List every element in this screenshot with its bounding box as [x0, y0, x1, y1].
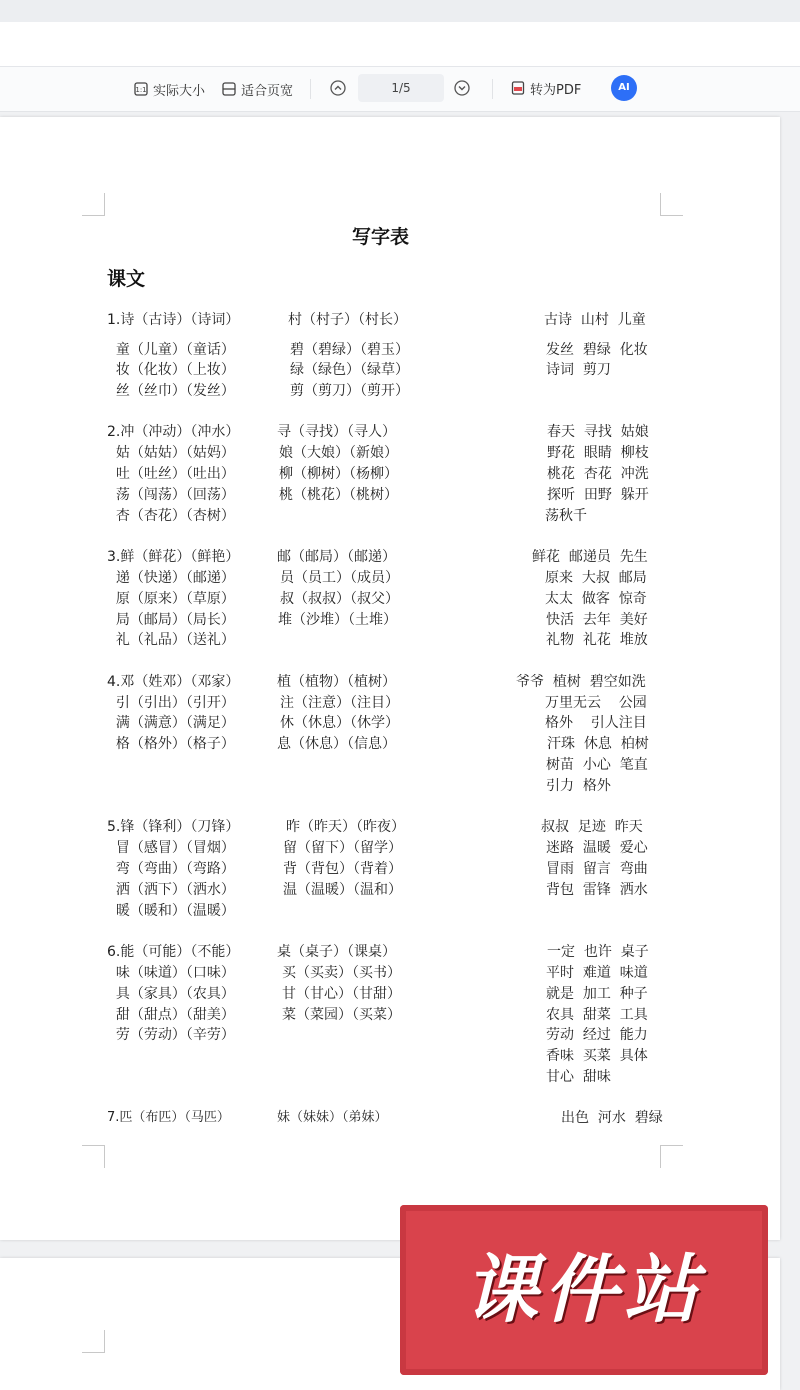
lesson-word-line: 礼物 礼花 堆放: [546, 632, 648, 648]
lesson-char-line: 洒（洒下）（洒水）: [107, 882, 235, 898]
crop-mark: [82, 193, 105, 216]
crop-mark: [660, 193, 683, 216]
lesson-word-line: 万里无云 公园: [545, 695, 647, 711]
lesson-char-line: 2.冲（冲动）（冲水）: [107, 424, 240, 440]
lesson-char-line: 买（买卖）（买书）: [282, 965, 401, 981]
lesson-word-line: 冒雨 留言 弯曲: [546, 861, 648, 877]
address-area: [0, 22, 800, 67]
lesson-word-line: 树苗 小心 笔直: [546, 757, 648, 773]
fit-width-button[interactable]: [222, 77, 293, 101]
lesson-char-line: 5.锋（锋利）（刀锋）: [107, 819, 240, 835]
lesson-char-line: 6.能（可能）（不能）: [107, 944, 240, 960]
lesson-char-line: 寻（寻找）（寻人）: [277, 424, 396, 440]
lesson-char-line: 村（村子）（村长）: [288, 312, 407, 328]
lesson-word-line: 就是 加工 种子: [546, 986, 648, 1002]
lesson-word-line: 太太 做客 惊奇: [545, 591, 647, 607]
lesson-word-line: 探听 田野 躲开: [547, 487, 649, 503]
pdf-icon: [511, 81, 525, 95]
window-top-strip: [0, 0, 800, 22]
lesson-char-line: 杏（杏花）（杏树）: [107, 508, 235, 524]
lesson-char-line: 妆（化妆）（上妆）: [107, 362, 235, 378]
lesson-char-line: 息（休息）（信息）: [277, 736, 396, 752]
lesson-word-line: 格外 引人注目: [545, 715, 647, 731]
lesson-char-line: 姑（姑姑）（姑妈）: [107, 445, 235, 461]
document-title: 写字表: [352, 226, 410, 248]
lesson-char-line: 童（儿童）（童话）: [107, 342, 235, 358]
lesson-char-line: 4.邓（姓邓）（邓家）: [107, 674, 240, 690]
lesson-char-line: 妹（妹妹）（弟妹）: [277, 1110, 388, 1125]
lesson-char-line: 原（原来）（草原）: [107, 591, 235, 607]
lesson-word-line: 原来 大叔 邮局: [545, 570, 647, 586]
lesson-word-line: 引力 格外: [546, 778, 611, 794]
crop-mark: [660, 1145, 683, 1168]
lesson-char-line: 甜（甜点）（甜美）: [107, 1007, 235, 1023]
prev-page-icon[interactable]: [330, 80, 346, 96]
watermark-stamp: [400, 1205, 768, 1375]
lesson-word-line: 鲜花 邮递员 先生: [532, 549, 648, 565]
lesson-char-line: 味（味道）（口味）: [107, 965, 235, 981]
fit-width-label: 适合页宽: [241, 83, 294, 99]
lesson-char-line: 绿（绿色）（绿草）: [290, 362, 409, 378]
lesson-word-line: 出色 河水 碧绿: [561, 1110, 663, 1126]
lesson-char-line: 吐（吐丝）（吐出）: [107, 466, 235, 482]
lesson-word-line: 甘心 甜味: [546, 1069, 611, 1085]
page-number-input[interactable]: 1/5: [358, 74, 444, 102]
lesson-word-line: 香味 买菜 具体: [546, 1048, 648, 1064]
lesson-char-line: 桃（桃花）（桃树）: [279, 487, 398, 503]
toolbar-divider: [492, 79, 493, 99]
lesson-word-line: 汗珠 休息 柏树: [547, 736, 649, 752]
lesson-char-line: 碧（碧绿）（碧玉）: [290, 342, 409, 358]
lesson-char-line: 桌（桌子）（课桌）: [277, 944, 396, 960]
convert-pdf-label: 转为PDF: [530, 82, 582, 98]
fit-width-icon: [222, 82, 236, 96]
lesson-char-line: 弯（弯曲）（弯路）: [107, 861, 235, 877]
lesson-char-line: 格（格外）（格子）: [107, 736, 235, 752]
lesson-char-line: 1.诗（古诗）（诗词）: [107, 312, 240, 328]
lesson-word-line: 农具 甜菜 工具: [546, 1007, 648, 1023]
lesson-word-line: 背包 雷锋 洒水: [546, 882, 648, 898]
ai-assistant-button[interactable]: AI: [611, 75, 637, 101]
lesson-word-line: 平时 难道 味道: [546, 965, 648, 981]
lesson-char-line: 邮（邮局）（邮递）: [277, 549, 396, 565]
lesson-word-line: 春天 寻找 姑娘: [547, 424, 649, 440]
crop-mark: [82, 1330, 105, 1353]
actual-size-label: 实际大小: [153, 83, 206, 99]
lesson-char-line: 甘（甘心）（甘甜）: [282, 986, 401, 1002]
lesson-char-line: 柳（柳树）（杨柳）: [279, 466, 398, 482]
lesson-char-line: 娘（大娘）（新娘）: [279, 445, 398, 461]
lesson-char-line: 温（温暖）（温和）: [283, 882, 402, 898]
lesson-char-line: 荡（闯荡）（回荡）: [107, 487, 235, 503]
lesson-char-line: 引（引出）（引开）: [107, 695, 235, 711]
lesson-word-line: 发丝 碧绿 化妆: [546, 342, 648, 358]
lesson-word-line: 叔叔 足迹 昨天: [541, 819, 643, 835]
lesson-char-line: 递（快递）（邮递）: [107, 570, 235, 586]
lesson-char-line: 冒（感冒）（冒烟）: [107, 840, 235, 856]
lesson-char-line: 菜（菜园）（买菜）: [282, 1007, 401, 1023]
lesson-word-line: 快活 去年 美好: [546, 612, 648, 628]
crop-mark: [82, 1145, 105, 1168]
section-heading: 课文: [107, 268, 146, 290]
lesson-char-line: 满（满意）（满足）: [107, 715, 235, 731]
lesson-word-line: 桃花 杏花 冲洗: [547, 466, 649, 482]
lesson-char-line: 礼（礼品）（送礼）: [107, 632, 235, 648]
lesson-char-line: 留（留下）（留学）: [283, 840, 402, 856]
next-page-icon[interactable]: [454, 80, 470, 96]
actual-size-button[interactable]: [134, 77, 205, 101]
lesson-char-line: 剪（剪刀）（剪开）: [290, 383, 409, 399]
lesson-char-line: 劳（劳动）（辛劳）: [107, 1027, 235, 1043]
lesson-word-line: 爷爷 植树 碧空如洗: [516, 674, 646, 690]
lesson-word-line: 一定 也许 桌子: [547, 944, 649, 960]
lesson-char-line: 堆（沙堆）（土堆）: [278, 612, 397, 628]
convert-pdf-button[interactable]: [511, 76, 581, 100]
lesson-word-line: 劳动 经过 能力: [546, 1027, 648, 1043]
lesson-char-line: 具（家具）（农具）: [107, 986, 235, 1002]
lesson-char-line: 叔（叔叔）（叔父）: [280, 591, 399, 607]
lesson-char-line: 暖（暖和）（温暖）: [107, 903, 235, 919]
lesson-char-line: 员（员工）（成员）: [280, 570, 399, 586]
lesson-word-line: 诗词 剪刀: [546, 362, 611, 378]
lesson-char-line: 局（邮局）（局长）: [107, 612, 235, 628]
lesson-word-line: 野花 眼睛 柳枝: [547, 445, 649, 461]
lesson-char-line: 3.鲜（鲜花）（鲜艳）: [107, 549, 240, 565]
lesson-char-line: 昨（昨天）（昨夜）: [286, 819, 405, 835]
actual-size-icon: [134, 82, 148, 96]
lesson-char-line: 休（休息）（休学）: [280, 715, 399, 731]
lesson-word-line: 荡秋千: [545, 508, 587, 524]
lesson-char-line: 注（注意）（注目）: [280, 695, 399, 711]
watermark-text: 课件站: [464, 1247, 704, 1333]
lesson-word-line: 迷路 温暖 爱心: [546, 840, 648, 856]
lesson-char-line: 植（植物）（植树）: [277, 674, 396, 690]
toolbar-divider: [310, 79, 311, 99]
lesson-char-line: 背（背包）（背着）: [283, 861, 402, 877]
lesson-word-line: 古诗 山村 儿童: [544, 312, 646, 328]
svg-text:1:1: 1:1: [135, 86, 147, 94]
lesson-char-line: 7.匹（布匹）（马匹）: [107, 1110, 230, 1125]
lesson-char-line: 丝（丝巾）（发丝）: [107, 383, 235, 399]
